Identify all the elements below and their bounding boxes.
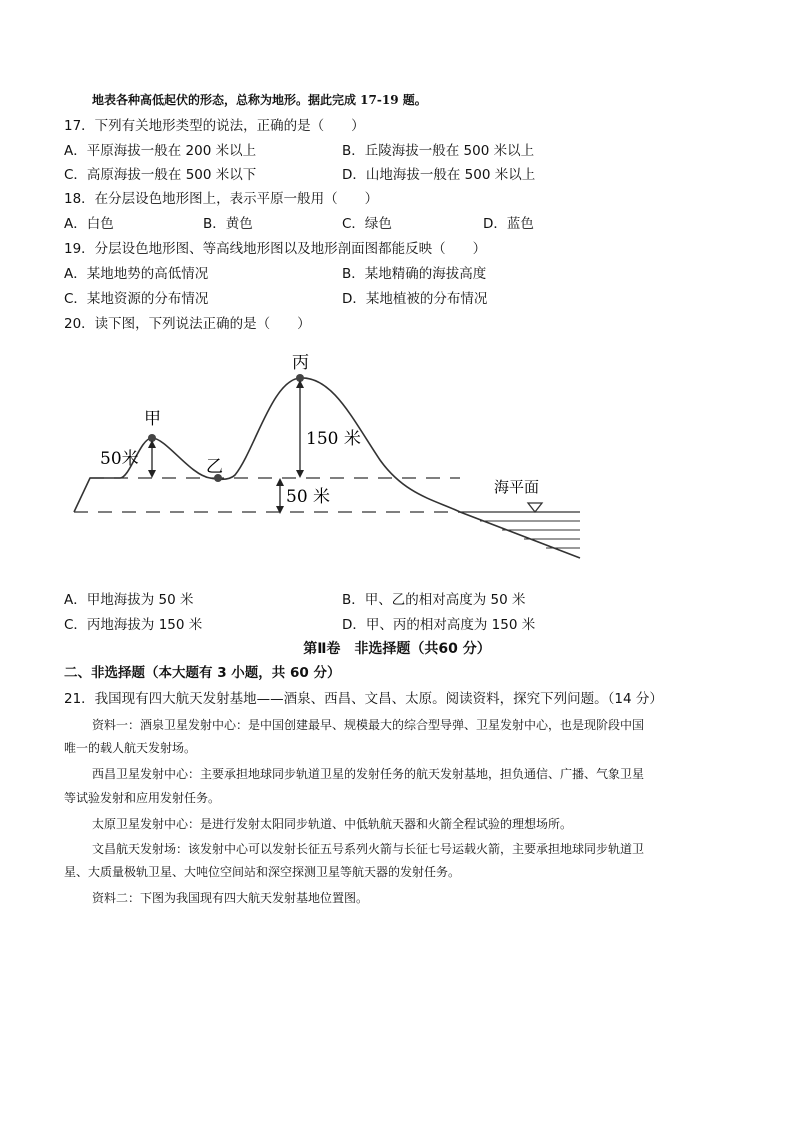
q17-option-d: D．山地海拔一般在 500 米以上 — [342, 167, 536, 183]
q21-material4-line1: 文昌航天发射场：该发射中心可以发射长征五号系列火箭与长征七号运载火箭，主要承担地球同步轨道卫 — [92, 842, 645, 856]
q17-option-c: C．高原海拔一般在 500 米以下 — [64, 167, 257, 183]
q19-option-d: D．某地植被的分布情况 — [342, 291, 488, 307]
q19-stem: 19．分层设色地形图、等高线地形图以及地形剖面图都能反映（ ） — [64, 241, 487, 257]
q19-option-b: B．某地精确的海拔高度 — [342, 266, 487, 282]
q19-option-a: A．某地地势的高低情况 — [64, 266, 209, 282]
section-heading: 二、非选择题（本大题有 3 小题，共 60 分） — [64, 665, 341, 681]
point-jia-label: 甲 — [144, 409, 161, 429]
point-bing-label: 丙 — [292, 353, 309, 373]
q21-material4-line2: 星、大质量极轨卫星、大吨位空间站和深空探测卫星等航天器的发射任务。 — [64, 865, 461, 879]
sea-level-label: 海平面 — [494, 478, 540, 496]
q17-option-b: B．丘陵海拔一般在 500 米以上 — [342, 143, 535, 159]
point-bing-marker — [296, 374, 304, 382]
q20-option-c: C．丙地海拔为 150 米 — [64, 617, 203, 633]
sea-level-triangle-icon — [528, 503, 542, 512]
q17-stem: 17．下列有关地形类型的说法，正确的是（ ） — [64, 118, 365, 134]
q21-material2-line2: 等试验发射和应用发射任务。 — [64, 791, 221, 805]
q21-material5-line1: 资料二：下图为我国现有四大航天发射基地位置图。 — [92, 891, 369, 905]
q19-option-c: C．某地资源的分布情况 — [64, 291, 209, 307]
q18-option-b: B．黄色 — [203, 216, 253, 232]
q21-material3-line1: 太原卫星发射中心：是进行发射太阳同步轨道、中低轨航天器和火箭全程试验的理想场所。 — [92, 817, 573, 831]
height-label-50-lower: 50 米 — [286, 487, 331, 507]
q17-option-a: A．平原海拔一般在 200 米以上 — [64, 143, 257, 159]
point-jia-marker — [148, 434, 156, 442]
q21-material1-line1: 资料一：酒泉卫星发射中心：是中国创建最早、规模最大的综合型导弹、卫星发射中心，也是现阶段中国 — [92, 718, 645, 732]
q20-option-d: D．甲、丙的相对高度为 150 米 — [342, 617, 536, 633]
terrain-curve — [74, 378, 580, 558]
height-label-150: 150 米 — [306, 429, 361, 449]
q18-option-d: D．蓝色 — [483, 216, 534, 232]
point-yi-label: 乙 — [206, 457, 223, 477]
part2-title: 第Ⅱ卷 非选择题（共60 分） — [303, 641, 491, 657]
q18-option-c: C．绿色 — [342, 216, 392, 232]
q20-option-a: A．甲地海拔为 50 米 — [64, 592, 194, 608]
terrain-profile-diagram — [60, 340, 600, 570]
q21-material2-line1: 西昌卫星发射中心：主要承担地球同步轨道卫星的发射任务的航天发射基地，担负通信、广播、气象卫星 — [92, 767, 645, 781]
q20-stem: 20．读下图，下列说法正确的是（ ） — [64, 316, 311, 332]
height-label-50-upper: 50米 — [100, 449, 139, 469]
intro-text: 地表各种高低起伏的形态，总称为地形。据此完成 17-19 题。 — [92, 93, 427, 107]
q21-stem: 21．我国现有四大航天发射基地——酒泉、西昌、文昌、太原。阅读资料，探究下列问题。（14 分） — [64, 691, 663, 707]
q20-option-b: B．甲、乙的相对高度为 50 米 — [342, 592, 526, 608]
q21-material1-line2: 唯一的载人航天发射场。 — [64, 741, 197, 755]
q18-option-a: A．白色 — [64, 216, 114, 232]
q18-stem: 18．在分层设色地形图上，表示平原一般用（ ） — [64, 191, 379, 207]
